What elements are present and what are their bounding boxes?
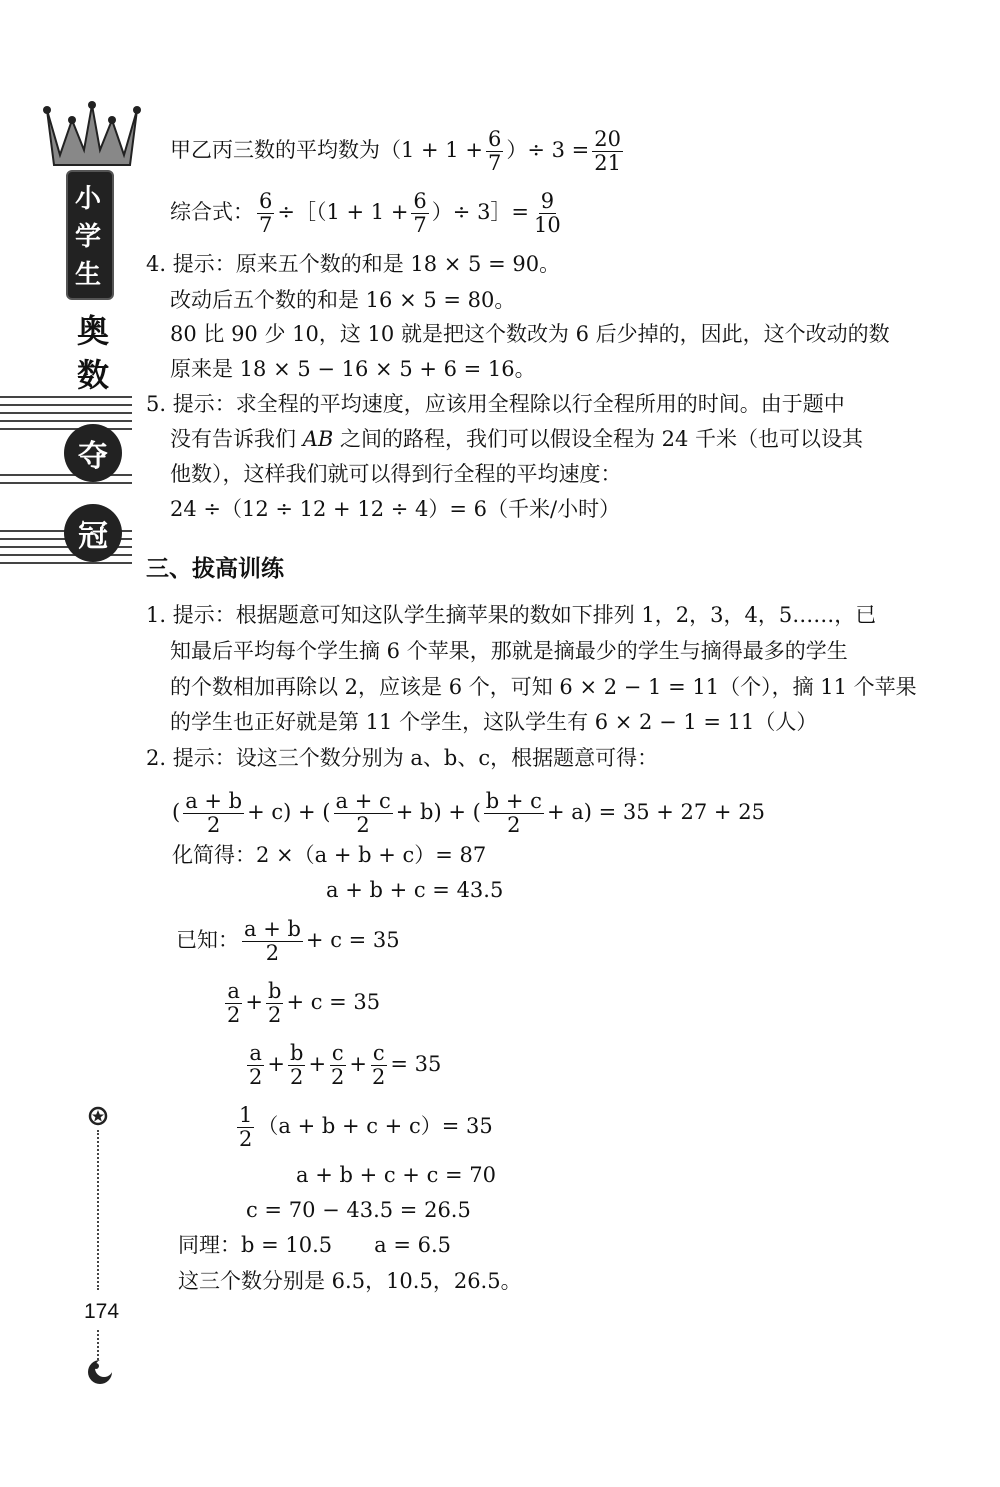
sidebar-stripe [0,562,132,570]
text-line: 原来是 18 × 5 − 16 × 5 + 6 = 16。 [170,357,536,381]
text-line: 24 ÷（12 ÷ 12 + 12 ÷ 4）= 6（千米/小时） [170,497,621,521]
text-line: a + b + c = 43.5 [326,878,504,902]
sidebar-brand-char: 数 [76,356,109,394]
formula-line: $\frac{a}{2}$ + $\frac{b}{2}$ + $\frac{c}{2}$ + $\frac{c}{2}$ = 35 [249,1041,442,1090]
formula-line: $\frac{a}{2}$ + $\frac{b}{2}$ + c = 35 [227,979,381,1028]
sidebar-circle-char: 夺 [64,424,122,482]
sidebar-stripe [0,482,132,490]
text-line: 4. 提示：原来五个数的和是 18 × 5 = 90。 [146,252,561,276]
formula-line: $\frac{1}{2}$ （a + b + c + c）= 35 [239,1103,493,1152]
sidebar-stripe [0,554,132,562]
sidebar-stripe [0,396,132,404]
star-circle-icon [88,1106,108,1126]
text-line: 5. 提示：求全程的平均速度，应该用全程除以行全程所用的时间。由于题中 [146,392,845,416]
text-line: 他数），这样我们就可以得到行全程的平均速度： [170,462,622,486]
text-line: 知最后平均每个学生摘 6 个苹果，那就是摘最少的学生与摘得最多的学生 [170,639,848,663]
text-line: a + b + c + c = 70 [296,1163,496,1187]
sidebar-stripe [0,412,132,420]
text-line: 1. 提示：根据题意可知这队学生摘苹果的数如下排列 1，2，3，4，5……，已 [146,603,877,627]
formula-line: 综合式： $\frac{6}{7}$ ÷［（1 + 1 + $\frac{6}{7}$ ）÷ 3］= $\frac{9}{10}$ [170,189,561,238]
dotted-rule [97,1130,99,1290]
formula-line: 甲乙丙三数的平均数为（1 + 1 + $\frac{6}{7}$ ）÷ 3 = $\frac{20}{21}$ [170,127,621,176]
text-line: 化简得：2 ×（a + b + c）= 87 [172,843,487,867]
text-line: 的个数相加再除以 2，应该是 6 个，可知 6 × 2 − 1 = 11（个），摘 11 个苹果 [170,675,917,699]
section-heading: 三、拔高训练 [146,556,284,582]
text-line: 80 比 90 少 10，这 10 就是把这个数改为 6 后少掉的，因此，这个改动的数 [170,322,890,346]
page-number: 174 [84,1300,120,1323]
sidebar-stripe [0,420,132,428]
crown-icon [42,100,142,170]
moon-icon [86,1358,114,1386]
text-line: 的学生也正好就是第 11 个学生，这队学生有 6 × 2 − 1 = 11（人） [170,710,818,734]
formula-line: 已知： $\frac{a + b}{2}$ + c = 35 [176,917,400,966]
sidebar-brand-char: 奥 [76,312,109,350]
text-line: 改动后五个数的和是 16 × 5 = 80。 [170,288,516,312]
sidebar-title-char: 学 [74,222,101,252]
dotted-rule [97,1330,99,1360]
sidebar-title-char: 小 [74,184,101,214]
sidebar-circle-char: 冠 [64,504,122,562]
text-line: 这三个数分别是 6.5，10.5，26.5。 [178,1269,522,1293]
sidebar-title-char: 生 [74,260,101,290]
text-line: 2. 提示：设这三个数分别为 a、b、c，根据题意可得： [146,746,659,770]
text-line: 没有告诉我们 AB 之间的路程，我们可以假设全程为 24 千米（也可以设其 [170,427,864,451]
text-line: c = 70 − 43.5 = 26.5 [246,1198,471,1222]
sidebar-stripe [0,474,132,482]
formula-line: ( $\frac{a + b}{2}$ + c) + ( $\frac{a + c}{2}$ + b) + ( $\frac{b + c}{2}$ + a) = 35 + 27 + 25 [172,789,765,838]
text-line: 同理：b = 10.5 a = 6.5 [178,1233,452,1257]
sidebar-stripe [0,404,132,412]
